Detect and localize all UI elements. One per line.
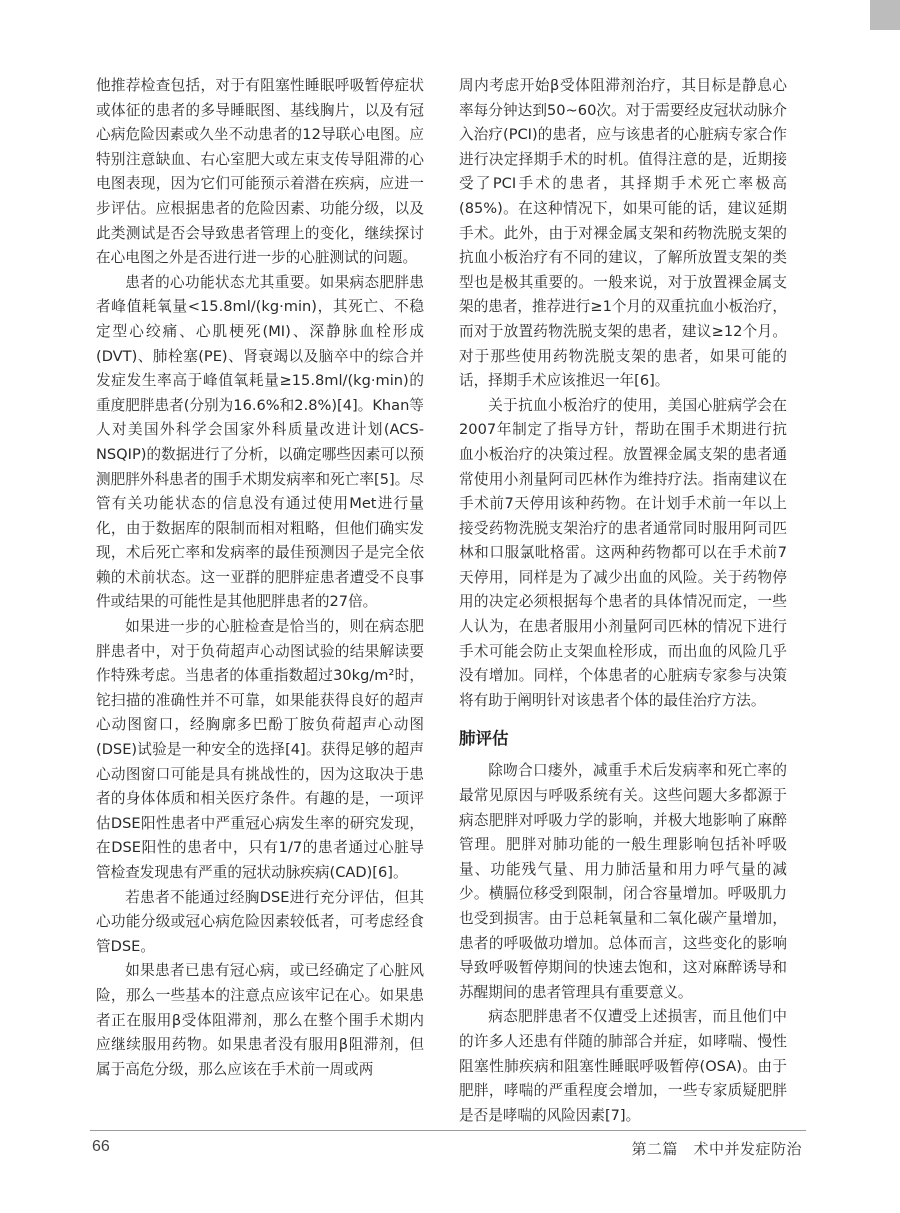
footer-divider xyxy=(90,1130,806,1131)
paragraph: 若患者不能通过经胸DSE进行充分评估，但其心功能分级或冠心病危险因素较低者，可考虑经食管DSE。 xyxy=(96,888,424,955)
paragraph: 周内考虑开始β受体阻滞剂治疗，其目标是静息心率每分钟达到50~60次。对于需要经皮冠状动脉介入治疗(PCI)的患者，应与该患者的心脏病专家合作进行决定择期手术的时机。值得注意的是，近期接受了PCI手术的患者，其择期手术死亡率极高(85%)。在这种情况下，如果可能的话，建议延期手术。此外，由于对裸金属支架和药物洗脱支架的抗血小板治疗有不同的建议，了解所放置支架的类型也是极其重要的。一般来说，对于放置裸金属支架的患者，推荐进行≥1个月的双重抗血小板治疗，而对于放置药物洗脱支架的患者，建议≥12个月。对于那些使用药物洗脱支架的患者，如果可能的话，择期手术应该推迟一年[6]。 xyxy=(459,77,787,390)
page-number: 66 xyxy=(92,1138,110,1155)
right-column xyxy=(459,74,787,1128)
left-column xyxy=(96,74,424,1082)
corner-mark xyxy=(870,0,900,30)
paragraph: 除吻合口瘘外，减重手术后发病率和死亡率的最常见原因与呼吸系统有关。这些问题大多都源于病态肥胖对呼吸力学的影响，并极大地影响了麻醉管理。肥胖对肺功能的一般生理影响包括补呼吸量、功能残气量、用力肺活量和用力呼气量的减少。横膈位移受到限制，闭合容量增加。呼吸肌力也受到损害。由于总耗氧量和二氧化碳产量增加，患者的呼吸做功增加。总体而言，这些变化的影响导致呼吸暂停期间的快速去饱和，这对麻醉诱导和苏醒期间的患者管理具有重要意义。 xyxy=(459,762,787,1001)
paragraph: 如果患者已患有冠心病，或已经确定了心脏风险，那么一些基本的注意点应该牢记在心。如果患者正在服用β受体阻滞剂，那么在整个围手术期内应继续服用药物。如果患者没有服用β阻滞剂，但属于高危分级，那么应该在手术前一周或两 xyxy=(96,962,424,1078)
paragraph: 患者的心功能状态尤其重要。如果病态肥胖患者峰值耗氧量<15.8ml/(kg·min)，其死亡、不稳定型心绞痛、心肌梗死(MI)、深静脉血栓形成(DVT)、肺栓塞(PE)、肾衰竭以及脑卒中的综合并发症发生率高于峰值氧耗量≥15.8ml/(kg·min)的重度肥胖患者(分别为16.6%和2.8%)[4]。Khan等人对美国外科学会国家外科质量改进计划(ACS-NSQIP)的数据进行了分析，以确定哪些因素可以预测肥胖外科患者的围手术期发病率和死亡率[5]。尽管有关功能状态的信息没有通过使用Met进行量化，由于数据库的限制而相对粗略，但他们确实发现，术后死亡率和发病率的最佳预测因子是完全依赖的术前状态。这一亚群的肥胖症患者遭受不良事件或结果的可能性是其他肥胖患者的27倍。 xyxy=(96,273,424,611)
paragraph: 关于抗血小板治疗的使用，美国心脏病学会在2007年制定了指导方针，帮助在围手术期进行抗血小板治疗的决策过程。放置裸金属支架的患者通常使用小剂量阿司匹林作为维持疗法。指南建议在手术前7天停用该种药物。在计划手术前一年以上接受药物洗脱支架治疗的患者通常同时服用阿司匹林和口服氯吡格雷。这两种药物都可以在手术前7天停用，同样是为了减少出血的风险。关于药物停用的决定必须根据每个患者的具体情况而定，一些人认为，在患者服用小剂量阿司匹林的情况下进行手术可能会防止支架血栓形成，而出血的风险几乎没有增加。同样，个体患者的心脏病专家参与决策将有助于阐明针对该患者个体的最佳治疗方法。 xyxy=(459,396,787,709)
section-heading: 肺评估 xyxy=(459,729,509,749)
running-footer: 第二篇 术中并发症防治 xyxy=(631,1140,802,1158)
paragraph: 如果进一步的心脏检查是恰当的，则在病态肥胖患者中，对于负荷超声心动图试验的结果解读要作特殊考虑。当患者的体重指数超过30kg/m²时，铊扫描的准确性并不可靠，如果能获得良好的超声心动图窗口，经胸廓多巴酚丁胺负荷超声心动图(DSE)试验是一种安全的选择[4]。获得足够的超声心动图窗口可能是具有挑战性的，因为这取决于患者的身体体质和相关医疗条件。有趣的是，一项评估DSE阳性患者中严重冠心病发生率的研究发现，在DSE阳性的患者中，只有1/7的患者通过心脏导管检查发现患有严重的冠状动脉疾病(CAD)[6]。 xyxy=(96,618,424,881)
paragraph: 他推荐检查包括，对于有阻塞性睡眠呼吸暂停症状或体征的患者的多导睡眠图、基线胸片，以及有冠心病危险因素或久坐不动患者的12导联心电图。应特别注意缺血、右心室肥大或左束支传导阻滞的心电图表现，因为它们可能预示着潜在疾病，应进一步评估。应根据患者的危险因素、功能分级，以及此类测试是否会导致患者管理上的变化，继续探讨在心电图之外是否进行进一步的心脏测试的问题。 xyxy=(96,77,424,267)
paragraph: 病态肥胖患者不仅遭受上述损害，而且他们中的许多人还患有伴随的肺部合并症，如哮喘、慢性阻塞性肺疾病和阻塞性睡眠呼吸暂停(OSA)。由于肥胖，哮喘的严重程度会增加，一些专家质疑肥胖是否是哮喘的风险因素[7]。 xyxy=(459,1008,787,1124)
